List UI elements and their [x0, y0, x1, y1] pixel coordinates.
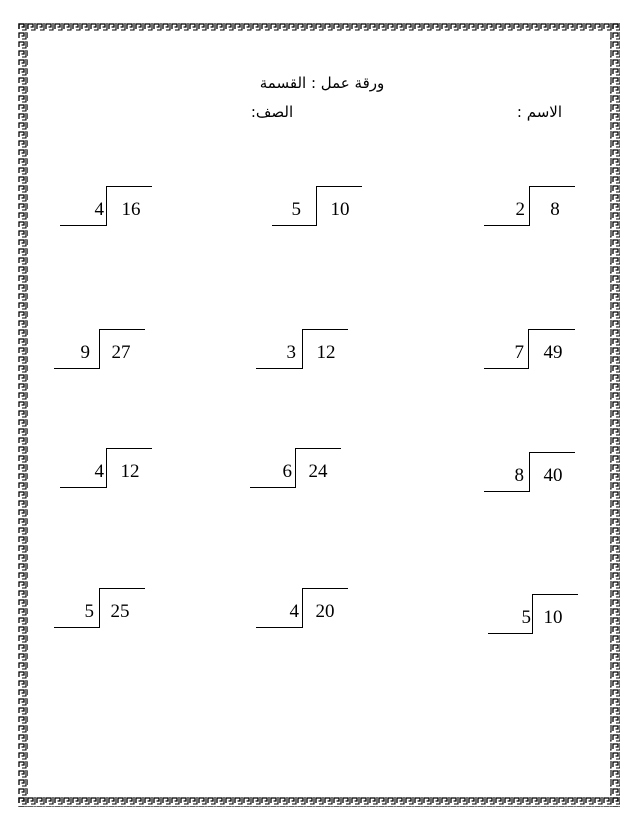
divisor: 7: [514, 342, 524, 363]
dividend: 40: [543, 465, 563, 486]
dividend: 12: [316, 342, 336, 363]
dividend: 8: [550, 199, 560, 220]
dividend: 25: [110, 601, 130, 622]
division-problem: [272, 186, 372, 234]
dividend: 10: [543, 607, 563, 628]
worksheet-title: ورقة عمل : القسمة: [259, 74, 385, 92]
divisor: 5: [521, 607, 531, 628]
division-problem: [60, 448, 160, 496]
division-problem: [256, 588, 356, 636]
divisor: 6: [282, 461, 292, 482]
division-problem: [54, 329, 154, 377]
divisor: 4: [94, 461, 104, 482]
decorative-border: [18, 22, 620, 807]
dividend: 27: [111, 342, 131, 363]
divisor: 9: [80, 342, 90, 363]
divisor: 5: [291, 199, 301, 220]
division-problem: [256, 329, 356, 377]
divisor: 5: [84, 601, 94, 622]
division-problem: [60, 186, 160, 234]
name-field-label: الاسم :: [516, 103, 562, 121]
dividend: 49: [543, 342, 563, 363]
divisor: 4: [94, 199, 104, 220]
division-problem: [54, 588, 154, 636]
division-problem: [488, 594, 588, 642]
dividend: 12: [120, 461, 140, 482]
division-problem: [484, 329, 584, 377]
division-problem: [484, 452, 584, 500]
dividend: 10: [330, 199, 350, 220]
divisor: 3: [286, 342, 296, 363]
division-problem: [484, 186, 584, 234]
dividend: 20: [315, 601, 335, 622]
class-field-label: الصف:: [250, 103, 294, 121]
divisor: 2: [515, 199, 525, 220]
division-problem: [250, 448, 350, 496]
dividend: 24: [308, 461, 328, 482]
divisor: 8: [514, 465, 524, 486]
dividend: 16: [121, 199, 141, 220]
divisor: 4: [289, 601, 299, 622]
